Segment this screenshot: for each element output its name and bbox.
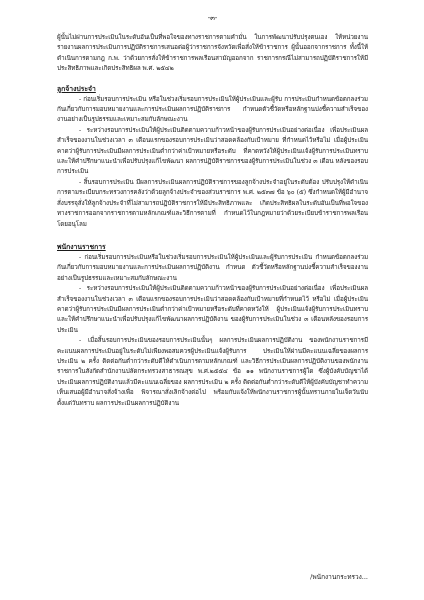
text-line: ผลการประเมิน ๒ ครั้ง ติดต่อกันต่ำกว่าระดับดีให้ผู้บังคับบัญชาทำความเห็นเสนอผู้มีอำนาจสั่งจ้างเพื่อ xyxy=(57,378,368,397)
text-line: ข้อ ๖๐ (๕) ซึ่งกำหนดให้ผู้มีอำนาจสั่งบรรจุสั่งให้ลูกจ้างประจำที่ไม่สามารถปฏิบัติราชการให้มีประสิทธิภาพและ xyxy=(57,189,368,207)
section1-paragraph-1 xyxy=(57,95,368,126)
section2-paragraph-3 xyxy=(57,336,368,409)
text-line: ของผู้รับการประเมินในช่วง ๓ เดือนหลังของรอบการประเมิน xyxy=(57,316,369,334)
text-line: ผลการประเมินผลการปฏิบัติงาน xyxy=(96,399,179,407)
text-line: การประเมินกำหนดข้อตกลงร่วมกันเกี่ยวกับการมอบหมายงานและการประเมินผลการปฏิบัติราชการ xyxy=(57,95,368,114)
text-line: ประเมินให้ผ่านมีคะแนนเฉลี่ยของผลการประเมิน ๒ ครั้ง ติดต่อกันต่ำกว่าระดับดีให้ดำเนินการตามหลักเกณฑ์ xyxy=(57,347,368,365)
intro-paragraph xyxy=(57,33,368,75)
section1-paragraph-2 xyxy=(57,126,368,178)
section2-paragraph-1 xyxy=(57,253,368,284)
text-line: - สิ้นรอบการประเมิน มีผลการประเมินผลการปฏิบัติราชการของลูกจ้างประจำอยู่ในระดับต้อง xyxy=(79,178,320,186)
text-line: พิจารณาสั่งเลิกจ้างต่อไป พร้อมกับแจ้งให้พนักงานราชการผู้นั้นทราบภายในเจ็ดวันนับตั้งแต่วันทราบ xyxy=(57,389,368,407)
text-line: พ.ศ.๒๕๕๔ ข้อ ๑๑ พนักงานราชการผู้ใด ซึ่งผู้บังคับบัญชาได้ประเมินผลการปฏิบัติงานแล้วมีคะแนนเฉลี่ยของ xyxy=(57,368,369,386)
text-line: กำหนดข้อตกลงร่วมกันเกี่ยวกับการมอบหมายงานและการประเมินผลการปฏิบัติงาน กำหนด xyxy=(57,253,368,272)
text-line: - ก่อนเริ่มรอบการประเมิน หรือในช่วงเริ่มรอบการประเมินให้ผู้ประเมินและผู้รับ xyxy=(79,95,282,103)
text-line: เพื่อประเมินผลสำเร็จของงานในช่วงเวลา ๓ เดือนแรกของรอบการประเมินว่าสอดคล้องกับเป้าหมาย xyxy=(57,126,368,145)
text-line: และวิธีการประเมินผลการปฏิบัติงานของพนักงานราชการในสังกัดสำนักงานปลัดกระทรวงสาธารณสุข xyxy=(57,357,368,376)
text-line: ผู้ประเมินแจ้งผู้รับการประเมินทราบและให้คำปรึกษาแนะนำเพื่อปรับปรุงแก้ไขพัฒนาผลการปฏิบัติงาน xyxy=(57,305,368,324)
section2-paragraph-2 xyxy=(57,284,368,336)
section1-paragraph-3 xyxy=(57,178,368,230)
text-line: ผู้นั้นออกจากราชการ ทั้งนี้ให้ดำเนินการตามกฎ ก.พ. ว่าด้วยการสั่งให้ข้าราชการพลเรือนสามัญออกจาก xyxy=(57,44,369,62)
text-line: กำหนดไว้ในกฎหมายว่าด้วยระเบียบข้าราชการพลเรือนโดยอนุโลม xyxy=(57,210,368,228)
text-line: ผู้นั้นไม่ผ่านการประเมินในระดับอันเป็นที่พอใจของทางราชการตามคำมั่น ในการพัฒนาปรับปรุงตนเอง xyxy=(57,34,328,41)
text-line: ผลการปฏิบัติราชการของผู้รับการประเมินในช่วง ๓ เดือน หลังของรอบการประเมิน xyxy=(57,158,369,176)
section-heading-government-employee: พนักงานราชการ xyxy=(57,242,106,251)
text-line: - เมื่อสิ้นรอบการประเมินของรอบการประเมินนั้นๆ ผลการประเมินผลการปฏิบัติงาน xyxy=(79,337,303,345)
text-line: - ระหว่างรอบการประเมินให้ผู้ประเมินติดตามความก้าวหน้าของผู้รับการประเมินอย่างต่อเนื่อง xyxy=(79,126,325,134)
section-heading-permanent-employee: ลูกจ้างประจำ xyxy=(57,84,96,93)
text-line: ที่กำหนดไว้หรือไม่ เมื่อผู้ประเมินคาดว่าผู้รับการประเมินมีผลการประเมินต่ำกว่าค่าเป้าหมายหรือระดับ xyxy=(57,137,369,155)
text-line: ให้หน่วยงานรายงานผลการประเมินการปฏิบัติราชการเสนอต่อผู้ว่าราชการจังหวัดเพื่อสั่งให้ข้าราชการ xyxy=(57,34,368,52)
continuation-marker: /พนักงานกระทรวง... xyxy=(310,573,368,581)
text-line: เพื่อประเมินผลสำเร็จของงานในช่วงเวลา ๓ เดือนแรกของรอบการประเมินว่าสอดคล้องกับเป้าหมายที่กำหนดไว้ xyxy=(57,285,368,303)
text-line: กำหนดตัวชี้วัดหรือหลักฐานบ่งชี้ความสำเร็จของงานอย่างเป็นรูปธรรมและเหมาะสมกับลักษณะงาน xyxy=(57,106,368,124)
text-line: ตัวชี้วัดหรือหลักฐานบ่งชี้ความสำเร็จของงานอย่างเป็นรูปธรรมและเหมาะสมกับลักษณะงาน xyxy=(57,264,368,282)
text-line: เกิดประสิทธิผลในระดับอันเป็นที่พอใจของทางราชการออกจากราชการตามหลักเกณฑ์และวิธีการตามที่ xyxy=(57,199,368,218)
page-number: -๓- xyxy=(207,14,218,22)
text-line: ปรับปรุงให้ดำเนินการตามระเบียบกระทรวงการคลังว่าด้วยลูกจ้างประจำของส่วนราชการ พ.ศ. ๒๕๓๗ xyxy=(57,178,368,197)
text-line: ที่คาดหวังให้ผู้ประเมินแจ้งผู้รับการประเมินทราบและให้คำปรึกษาแนะนำเพื่อปรับปรุงแก้ไขพัฒนา xyxy=(57,147,368,166)
text-line: ของพนักงานราชการมีคะแนนผลการประเมินอยู่ในระดับไม่เพียงพอสมควรผู้ประเมินแจ้งผู้รับการ xyxy=(57,337,369,355)
text-line: หรือไม่ เมื่อผู้ประเมินคาดว่าผู้รับการประเมินมีผลการประเมินต่ำกว่าค่าเป้าหมายหรือระดับที่คาดหวังให้ xyxy=(57,295,369,313)
text-line: - ระหว่างรอบการประเมินให้ผู้ประเมินติดตามความก้าวหน้าของผู้รับการประเมินอย่างต่อเนื่อง xyxy=(79,285,325,293)
text-line: ราชการกรณีไม่สามารถปฏิบัติราชการให้มีประสิทธิภาพและเกิดประสิทธิผล พ.ศ. ๒๕๔๒ xyxy=(57,54,369,73)
text-line: - ก่อนเริ่มรอบการประเมินหรือในช่วงเริ่มรอบการประเมินให้ผู้ประเมินและผู้รับการประเมิน xyxy=(79,253,313,261)
